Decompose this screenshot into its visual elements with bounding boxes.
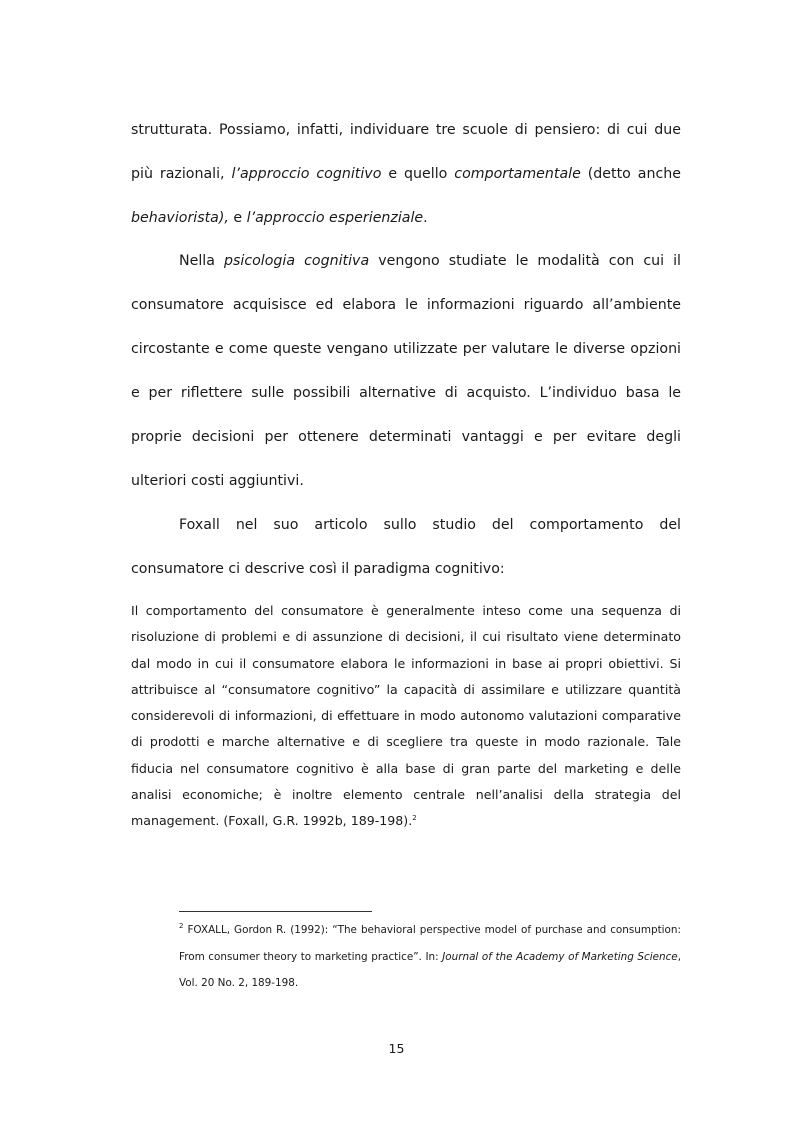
footnote-marker: 2 [179,922,184,930]
text-run: (detto anche [580,166,681,182]
text-run: Foxall nel suo articolo sullo studio del comportamento del consumatore ci descrive così il paradigma cognitivo: [131,517,681,577]
footnote-journal-title: Journal of the Academy of Marketing Science [442,950,678,963]
block-quote [131,598,681,835]
paragraph-cognitive-psychology [131,239,681,503]
page-number: 15 [388,1041,405,1056]
emphasis-behaviorist: behaviorista), [131,210,229,226]
footnote-separator [179,911,372,912]
emphasis-behavioral: comportamentale [454,166,581,182]
emphasis-cognitive-psychology: psicologia cognitiva [223,253,370,269]
text-run: strutturata. Possiamo, infatti, individuare tre scuole di pensiero: di cui due più razionali, [131,122,681,182]
footnote-text: , Vol. 20 No. 2, 189-198. [179,950,681,989]
text-run: . [423,210,428,226]
paragraph-foxall-intro [131,503,681,591]
footnote-text: FOXALL, Gordon R. (1992): “The behavioral perspective model of purchase and consumption: From consumer theory to marketing practice”. In: [179,924,681,963]
quote-text: Il comportamento del consumatore è generalmente inteso come una sequenza di risoluzione di problemi e di assunzione di decisioni, il cui risultato viene determinato dal modo in cui il consumatore elabora le informazioni in base ai propri obiettivi. Si attribuisce al “consumatore cognitivo” la capacità di assimilare e utilizzare quantità considerevoli di informazioni, di effettuare in modo autonomo valutazioni comparative di prodotti e marche alternative e di scegliere tra queste in modo razionale. Tale fiducia nel consumatore cognitivo è alla base di gran parte del marketing e delle analisi economiche; è inoltre elemento centrale nell’analisi della strategia del management. (Foxall, G.R. 1992b, 189-198). [131,603,681,829]
text-run: e [228,210,247,226]
emphasis-experiential-approach: l’approccio esperienziale [246,210,424,226]
paragraph-schools-of-thought [131,108,681,240]
text-run: vengono studiate le modalità con cui il consumatore acquisisce ed elabora le informazioni riguardo all’ambiente circostante e come queste vengano utilizzate per valutare le diverse opzioni e per riflettere sulle possibili alternative di acquisto. L’individuo basa le proprie decisioni per ottenere determinati vantaggi e per evitare degli ulteriori costi aggiuntivi. [131,253,681,489]
text-run: Nella [179,253,224,269]
footnote [179,917,681,997]
emphasis-cognitive-approach: l’approccio cognitivo [231,166,382,182]
text-run: e quello [381,166,455,182]
footnote-reference: 2 [412,814,417,823]
